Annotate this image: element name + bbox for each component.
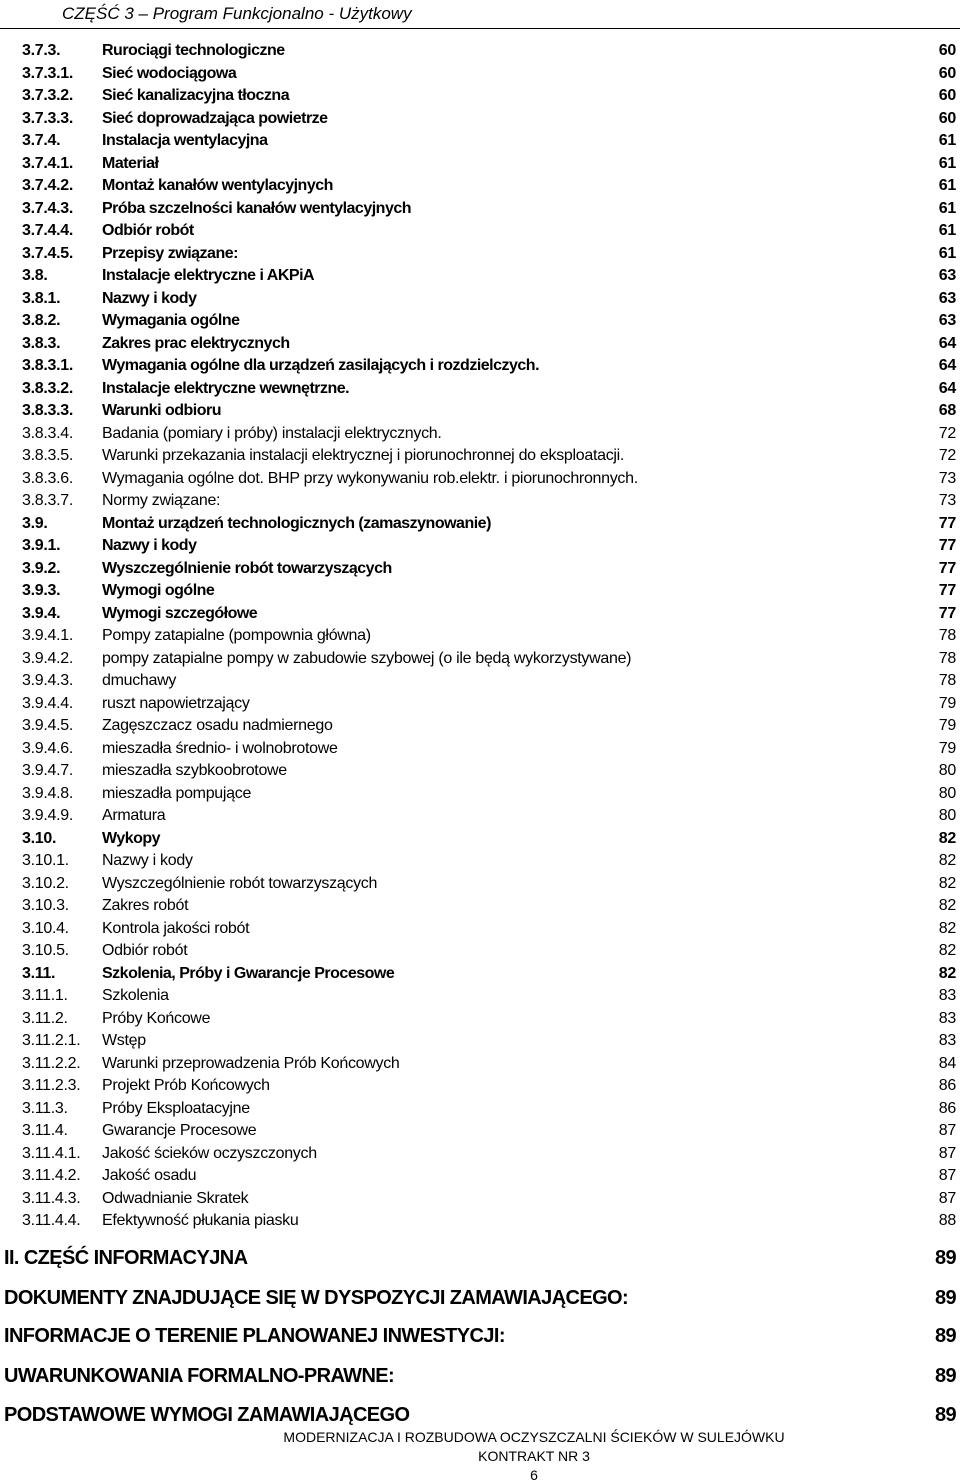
toc-row[interactable] [22, 648, 956, 671]
toc-num: 3.10.3. [22, 897, 69, 914]
toc-title: Normy związane: [102, 492, 221, 509]
toc-page: 60 [938, 42, 956, 59]
toc-num: 3.9.1. [22, 537, 61, 554]
toc-title: Wykopy [102, 829, 161, 847]
toc-row[interactable] [22, 175, 956, 198]
toc-num: 3.11.2.3. [22, 1077, 81, 1094]
toc-page: 83 [938, 1009, 956, 1027]
toc-page: 77 [938, 514, 956, 532]
toc-row[interactable] [22, 760, 956, 783]
toc-num: 3.8.3.4. [22, 424, 73, 442]
toc-row[interactable] [22, 468, 956, 491]
toc-num: 3.10.1. [22, 852, 69, 869]
toc-page: 84 [938, 1054, 956, 1072]
toc-row[interactable] [22, 130, 956, 153]
toc-title: Zakres prac elektrycznych [102, 334, 290, 352]
toc-row[interactable] [22, 783, 956, 806]
toc-num: 3.9.4.2. [22, 649, 73, 667]
toc-page: 61 [938, 244, 956, 262]
toc-page: 78 [938, 649, 956, 667]
footer-page-number: 6 [530, 1467, 538, 1483]
toc-title: Wyszczególnienie robót towarzyszących [102, 559, 392, 577]
toc-row[interactable] [22, 1030, 956, 1053]
section-page: 89 [934, 1404, 956, 1426]
toc-page: 87 [938, 1122, 956, 1139]
toc-row[interactable] [22, 918, 956, 941]
toc-title: Jakość ścieków oczyszczonych [102, 1144, 317, 1162]
section-title: UWARUNKOWANIA FORMALNO-PRAWNE: [4, 1365, 395, 1387]
toc-page: 83 [938, 987, 956, 1004]
toc-title: Rurociągi technologiczne [102, 42, 285, 59]
section-row[interactable] [4, 1244, 956, 1272]
toc-num: 3.11. [22, 964, 56, 982]
toc-num: 3.8.3. [22, 334, 61, 352]
section-title: INFORMACJE O TERENIE PLANOWANEJ INWESTYCJI: [4, 1325, 505, 1347]
running-header: CZĘŚĆ 3 – Program Funkcjonalno - Użytkowy [62, 4, 412, 23]
toc-page: 80 [938, 807, 956, 824]
toc-row[interactable] [22, 108, 956, 131]
section-page: 89 [934, 1247, 956, 1269]
toc-title: Zagęszczacz osadu nadmiernego [102, 717, 333, 734]
toc-page: 63 [938, 289, 956, 307]
toc-title: Odbiór robót [102, 942, 188, 959]
toc-row[interactable] [22, 1188, 956, 1211]
toc-row[interactable] [22, 288, 956, 311]
toc-title: Montaż urządzeń technologicznych (zamaszynowanie) [102, 514, 491, 532]
toc-page: 61 [938, 132, 956, 149]
toc-title: Odbiór robót [102, 222, 194, 239]
toc-title: Projekt Prób Końcowych [102, 1077, 270, 1094]
toc-num: 3.8.2. [22, 312, 61, 329]
toc-page: 86 [938, 1077, 956, 1094]
toc-row[interactable] [22, 625, 956, 648]
toc-num: 3.8. [22, 267, 48, 284]
toc-num: 3.7.4.5. [22, 244, 73, 262]
toc-row[interactable] [22, 423, 956, 446]
toc-num: 3.11.2.2. [22, 1054, 81, 1072]
toc-title: Kontrola jakości robót [102, 919, 250, 937]
toc-page: 61 [938, 177, 956, 194]
header-divider [0, 28, 960, 29]
toc-title: mieszadła średnio- i wolnobrotowe [102, 739, 338, 757]
toc-page: 88 [938, 1212, 956, 1229]
toc-title: Wymagania ogólne dla urządzeń zasilających i rozdzielczych. [102, 357, 540, 374]
toc-title: Sieć kanalizacyjna tłoczna [102, 87, 290, 104]
toc-page: 77 [938, 537, 956, 554]
toc-num: 3.8.1. [22, 289, 61, 307]
toc-page: 77 [938, 604, 956, 622]
toc-title: Szkolenia [102, 987, 169, 1004]
toc-page: 60 [938, 87, 956, 104]
toc-page: 79 [938, 717, 956, 734]
toc-page: 78 [938, 672, 956, 689]
toc-title: ruszt napowietrzający [102, 694, 250, 712]
toc-title: Instalacje elektryczne i AKPiA [102, 267, 315, 284]
toc-title: Wymogi szczegółowe [102, 604, 258, 622]
toc-page: 82 [938, 897, 956, 914]
toc-row[interactable] [22, 40, 956, 63]
toc-num: 3.7.4. [22, 132, 61, 149]
toc-row[interactable] [22, 85, 956, 108]
toc-row[interactable] [22, 558, 956, 581]
toc-row[interactable] [22, 670, 956, 693]
toc-row[interactable] [22, 310, 956, 333]
toc-row[interactable] [22, 828, 956, 851]
toc-num: 3.7.4.2. [22, 177, 73, 194]
toc-page: 78 [938, 627, 956, 644]
toc-num: 3.9.4.8. [22, 784, 73, 802]
toc-title: Montaż kanałów wentylacyjnych [102, 177, 333, 194]
toc-row[interactable] [22, 445, 956, 468]
toc-num: 3.8.3.7. [22, 492, 73, 509]
toc-num: 3.7.4.1. [22, 154, 73, 172]
toc-title: Warunki przekazania instalacji elektrycznej i piorunochronnej do eksploatacji. [102, 447, 625, 464]
toc-num: 3.8.3.1. [22, 357, 73, 374]
toc-row[interactable] [22, 895, 956, 918]
toc-row[interactable] [22, 265, 956, 288]
toc-row[interactable] [22, 243, 956, 266]
toc-title: Wymagania ogólne [102, 312, 240, 329]
toc-num: 3.9.2. [22, 559, 61, 577]
toc-title: Sieć wodociągowa [102, 64, 237, 82]
toc-num: 3.7.3.2. [22, 87, 73, 104]
toc-page: 64 [938, 357, 956, 374]
toc-title: Sieć doprowadzająca powietrze [102, 109, 328, 127]
toc-row[interactable] [22, 715, 956, 738]
toc-row[interactable] [22, 873, 956, 896]
toc-page: 80 [938, 784, 956, 802]
toc-num: 3.9.4.1. [22, 627, 73, 644]
toc-title: Jakość osadu [102, 1167, 197, 1184]
toc-title: Warunki odbioru [102, 402, 222, 419]
toc-row[interactable] [22, 940, 956, 963]
toc-num: 3.9.4.7. [22, 762, 73, 779]
toc-page: 77 [938, 582, 956, 599]
section-page: 89 [934, 1287, 956, 1309]
toc-row[interactable] [22, 513, 956, 536]
section-title: PODSTAWOWE WYMOGI ZAMAWIAJĄCEGO [4, 1404, 410, 1426]
toc-title: Armatura [102, 807, 166, 824]
toc-title: dmuchawy [102, 672, 177, 689]
toc-title: Efektywność płukania piasku [102, 1212, 299, 1229]
toc-num: 3.10.2. [22, 874, 69, 892]
toc-num: 3.11.4.4. [22, 1212, 81, 1229]
toc-num: 3.9.4.4. [22, 694, 73, 712]
toc-row[interactable] [22, 963, 956, 986]
toc-page: 87 [938, 1144, 956, 1162]
section-row[interactable] [4, 1362, 956, 1390]
footer-contract: KONTRAKT NR 3 [478, 1448, 590, 1464]
toc-page: 82 [938, 874, 956, 892]
toc-row[interactable] [22, 535, 956, 558]
toc-row[interactable] [22, 693, 956, 716]
toc-num: 3.10.4. [22, 919, 69, 937]
toc-num: 3.10. [22, 829, 57, 847]
toc-num: 3.7.4.4. [22, 222, 73, 239]
toc-num: 3.11.4.2. [22, 1167, 81, 1184]
toc-page: 60 [938, 109, 956, 127]
toc-title: Wyszczególnienie robót towarzyszących [102, 874, 378, 892]
toc-num: 3.9.4.5. [22, 717, 73, 734]
toc-page: 60 [938, 64, 956, 82]
toc-row[interactable] [22, 153, 956, 176]
toc-row[interactable] [22, 490, 956, 513]
toc-page: 72 [938, 424, 956, 442]
toc-row[interactable] [22, 400, 956, 423]
toc-page: 83 [938, 1032, 956, 1049]
toc-row[interactable] [22, 1210, 956, 1233]
toc-page: 82 [938, 942, 956, 959]
toc-title: Wymogi ogólne [102, 582, 215, 599]
toc-row[interactable] [22, 1075, 956, 1098]
toc-row[interactable] [22, 1098, 956, 1121]
toc-page: 80 [938, 762, 956, 779]
toc-num: 3.11.4.3. [22, 1189, 81, 1207]
toc-num: 3.7.4.3. [22, 199, 73, 217]
toc-row[interactable] [22, 220, 956, 243]
toc-num: 3.9.4.6. [22, 739, 73, 757]
toc-num: 3.8.3.6. [22, 469, 73, 487]
table-of-contents [22, 40, 956, 1233]
toc-title: mieszadła pompujące [102, 784, 252, 802]
toc-title: Nazwy i kody [102, 289, 197, 307]
toc-page: 86 [938, 1099, 956, 1117]
toc-page: 82 [938, 852, 956, 869]
toc-row[interactable] [22, 63, 956, 86]
toc-title: Przepisy związane: [102, 244, 238, 262]
toc-row[interactable] [22, 1120, 956, 1143]
toc-row[interactable] [22, 1053, 956, 1076]
toc-title: Warunki przeprowadzenia Prób Końcowych [102, 1054, 400, 1072]
toc-title: Pompy zatapialne (pompownia główna) [102, 627, 371, 644]
toc-num: 3.8.3.2. [22, 379, 73, 397]
toc-page: 61 [938, 199, 956, 217]
toc-title: Gwarancje Procesowe [102, 1122, 257, 1139]
toc-num: 3.7.3. [22, 42, 61, 59]
toc-page: 61 [938, 154, 956, 172]
toc-num: 3.8.3.5. [22, 447, 73, 464]
section-page: 89 [934, 1365, 956, 1387]
toc-page: 63 [938, 267, 956, 284]
toc-row[interactable] [22, 1008, 956, 1031]
toc-num: 3.11.1. [22, 987, 68, 1004]
toc-row[interactable] [22, 333, 956, 356]
section-page: 89 [934, 1325, 956, 1347]
section-row[interactable] [4, 1401, 956, 1429]
section-title: DOKUMENTY ZNAJDUJĄCE SIĘ W DYSPOZYCJI ZAMAWIAJĄCEGO: [4, 1287, 629, 1309]
toc-row[interactable] [22, 985, 956, 1008]
toc-num: 3.9.4.3. [22, 672, 73, 689]
toc-num: 3.11.4. [22, 1122, 68, 1139]
toc-page: 82 [938, 919, 956, 937]
toc-page: 68 [938, 402, 956, 419]
toc-num: 3.10.5. [22, 942, 69, 959]
toc-num: 3.11.3. [22, 1099, 68, 1117]
toc-num: 3.11.2. [22, 1009, 68, 1027]
toc-title: Zakres robót [102, 897, 189, 914]
footer-project-title: MODERNIZACJA I ROZBUDOWA OCZYSZCZALNI ŚCIEKÓW W SULEJÓWKU [283, 1429, 785, 1445]
toc-num: 3.9.4.9. [22, 807, 73, 824]
toc-num: 3.8.3.3. [22, 402, 73, 419]
toc-row[interactable] [22, 1165, 956, 1188]
toc-row[interactable] [22, 603, 956, 626]
toc-page: 63 [938, 312, 956, 329]
toc-num: 3.9.3. [22, 582, 61, 599]
toc-row[interactable] [22, 805, 956, 828]
toc-num: 3.7.3.1. [22, 64, 73, 82]
toc-row[interactable] [22, 198, 956, 221]
toc-title: Wymagania ogólne dot. BHP przy wykonywaniu rob.elektr. i piorunochronnych. [102, 469, 638, 487]
toc-row[interactable] [22, 355, 956, 378]
toc-row[interactable] [22, 850, 956, 873]
toc-row[interactable] [22, 1143, 956, 1166]
toc-num: 3.11.2.1. [22, 1032, 81, 1049]
toc-title: Próby Eksploatacyjne [102, 1099, 250, 1117]
toc-page: 87 [938, 1189, 956, 1207]
toc-title: mieszadła szybkoobrotowe [102, 762, 287, 779]
toc-page: 72 [938, 447, 956, 464]
toc-title: Odwadnianie Skratek [102, 1189, 249, 1207]
toc-num: 3.7.3.3. [22, 109, 73, 127]
toc-row[interactable] [22, 738, 956, 761]
toc-page: 79 [938, 739, 956, 757]
section-title: II. CZĘŚĆ INFORMACYJNA [4, 1247, 248, 1269]
toc-page: 79 [938, 694, 956, 712]
toc-page: 61 [938, 222, 956, 239]
toc-title: Materiał [102, 154, 159, 172]
toc-title: Próba szczelności kanałów wentylacyjnych [102, 199, 412, 217]
toc-page: 87 [938, 1167, 956, 1184]
toc-page: 77 [938, 559, 956, 577]
toc-title: Badania (pomiary i próby) instalacji elektrycznych. [102, 424, 442, 442]
toc-page: 82 [938, 829, 956, 847]
toc-num: 3.9. [22, 514, 48, 532]
toc-title: Szkolenia, Próby i Gwarancje Procesowe [102, 964, 395, 982]
toc-title: Nazwy i kody [102, 852, 193, 869]
section-row[interactable] [4, 1322, 956, 1350]
toc-page: 73 [938, 492, 956, 509]
toc-title: pompy zatapialne pompy w zabudowie szybowej (o ile będą wykorzystywane) [102, 649, 632, 667]
toc-title: Wstęp [102, 1032, 146, 1049]
toc-title: Instalacja wentylacyjna [102, 132, 268, 149]
toc-page: 73 [938, 469, 956, 487]
toc-num: 3.11.4.1. [22, 1144, 81, 1162]
toc-num: 3.9.4. [22, 604, 61, 622]
toc-title: Instalacje elektryczne wewnętrzne. [102, 379, 350, 397]
toc-row[interactable] [22, 378, 956, 401]
toc-title: Próby Końcowe [102, 1009, 211, 1027]
toc-page: 82 [938, 964, 956, 982]
section-row[interactable] [4, 1284, 956, 1312]
toc-page: 64 [938, 334, 956, 352]
toc-title: Nazwy i kody [102, 537, 197, 554]
toc-row[interactable] [22, 580, 956, 603]
toc-page: 64 [938, 379, 956, 397]
